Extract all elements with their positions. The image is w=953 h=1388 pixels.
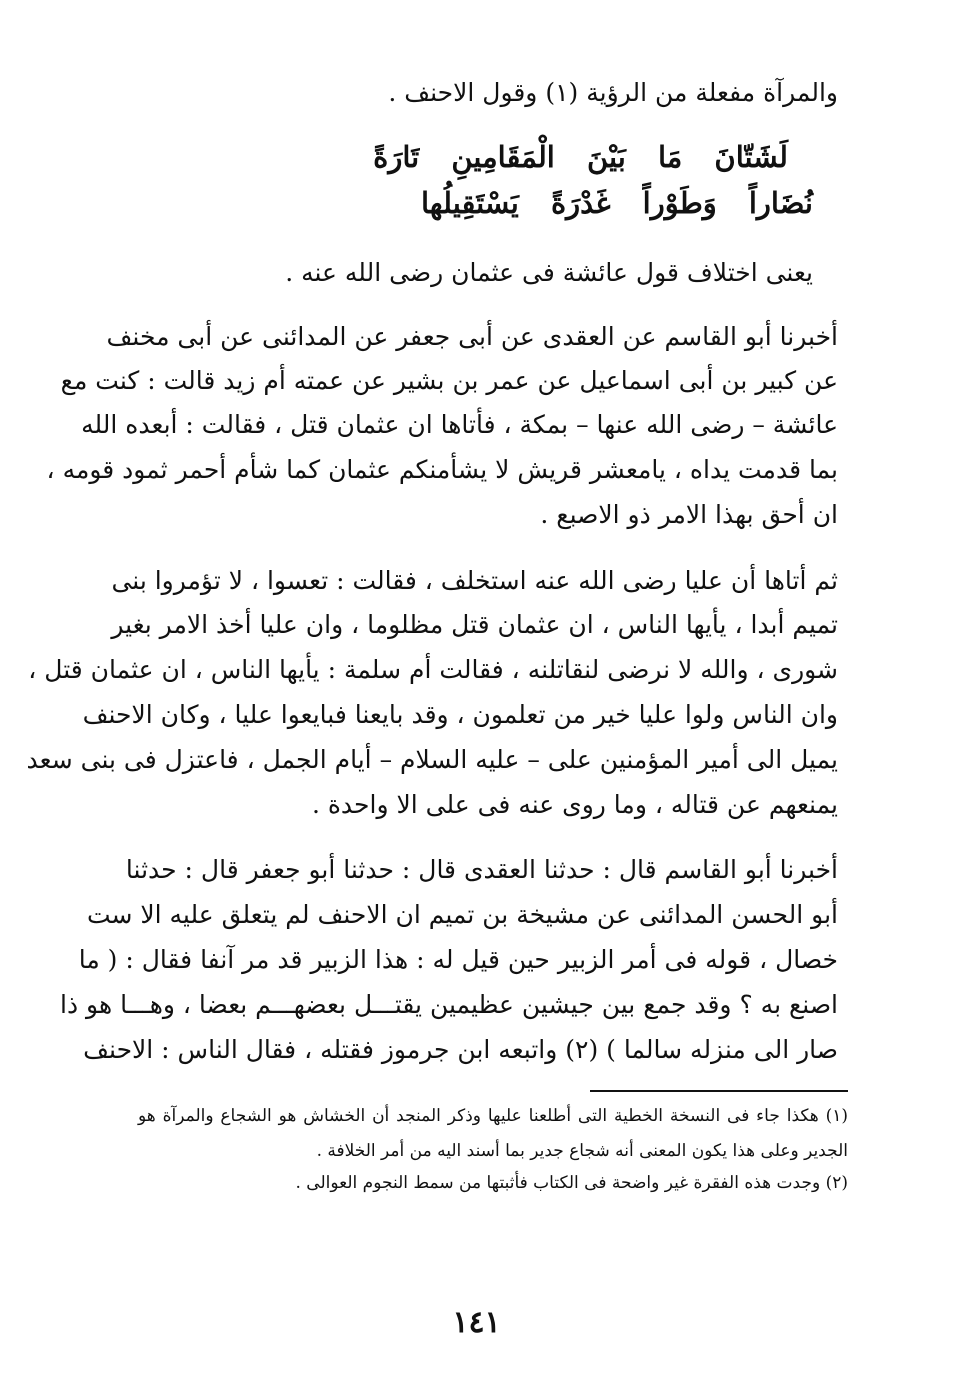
paragraph-line: أخبرنا أبو القاسم قال : حدثنا العقدى قال : حدثنا أبو جعفر قال : حدثنا bbox=[125, 855, 838, 884]
paragraph-line: تميم أبدا ، يأيها الناس ، ان عثمان قتل مظلوما ، وان عليا أخذ الامر بغير bbox=[111, 610, 838, 639]
footnote-line: الجدير وعلى هذا يكون المعنى أنه شجاع جدير بما أسند اليه من أمر الخلافة . bbox=[316, 1141, 848, 1161]
verse-explanation: يعنى اختلاف قول عائشة فى عثمان رضى الله عنه . bbox=[285, 258, 813, 287]
paragraph-line: اصنع به ؟ وقد جمع بين جيشين عظيمين يقتـــل بعضهـــم بعضا ، وهـــا هو ذا bbox=[60, 990, 838, 1019]
intro-line: والمرآة مفعلة من الرؤية (١) وقول الاحنف . bbox=[388, 78, 838, 107]
paragraph-line: يمنعهم عن قتاله ، وما روى عنه فى على الا واحدة . bbox=[311, 790, 838, 819]
paragraph-line: يميل الى أمير المؤمنين على – عليه السلام – أيام الجمل ، فاعتزل فى بنى سعد bbox=[26, 745, 838, 774]
footnote-line: (٢) وجدت هذه الفقرة غير واضحة فى الكتاب فأثبتها من سمط النجوم العوالى . bbox=[295, 1173, 848, 1193]
paragraph-line: ثم أتاها أن عليا رضى الله عنه استخلف ، فقالت : تعسوا ، لا تؤمروا بنى bbox=[111, 566, 838, 595]
paragraph-line: وان الناس ولوا عليا خير من تعلمون ، وقد بايعنا فبايعوا عليا ، وكان الاحنف bbox=[82, 700, 838, 729]
paragraph-line: أبو الحسن المدائنى عن مشيخة بن تميم ان الاحنف لم يتعلق عليه الا ست bbox=[86, 900, 838, 929]
paragraph-line: شورى ، والله لا نرضى لنقاتلنه ، فقالت أم سلمة : يأيها الناس ، ان عثمان قتل ، bbox=[28, 655, 838, 684]
paragraph-line: صار الى منزله سالما ) (٢) واتبعه ابن جرموز فقتله ، فقال الناس : الاحنف bbox=[83, 1035, 838, 1064]
footnote-line: (١) هكذا جاء فى النسخة الخطية التى أطلعنا عليها وذكر المنجد أن الخشاش هو الشجاع والمرآة هو bbox=[138, 1106, 848, 1126]
verse-line-1: لَشَتّانَ مَا بَيْنَ الْمَقَامِينِ تَارَةً bbox=[373, 140, 788, 174]
footnote-divider bbox=[590, 1090, 848, 1092]
verse-line-2: نُضَاراً وَطَوْراً غَدْرَةً يَسْتَقِيلُها bbox=[420, 186, 813, 220]
paragraph-line: ان أحق بهذا الامر ذو الاصبع . bbox=[540, 500, 838, 529]
paragraph-line: بما قدمت يداه ، يامعشر قريش لا يشأمنكم عثمان كما شأم أحمر ثمود قومه ، bbox=[46, 455, 838, 484]
paragraph-line: أخبرنا أبو القاسم عن العقدى عن أبى جعفر عن المدائنى عن أبى مخنف bbox=[106, 322, 838, 351]
paragraph-line: عن كبير بن أبى اسماعيل عن عمر بن بشير عن عمته أم زيد قالت : كنت مع bbox=[60, 366, 838, 395]
paragraph-line: خصال ، قوله فى أمر الزبير حين قيل له : هذا الزبير قد مر آنفا فقال : ( ما bbox=[78, 945, 838, 974]
page-number: ١٤١ bbox=[452, 1305, 501, 1340]
paragraph-line: عائشة – رضى الله عنها – بمكة ، فأتاها ان عثمان قتل ، فقالت : أبعده الله bbox=[81, 410, 838, 439]
